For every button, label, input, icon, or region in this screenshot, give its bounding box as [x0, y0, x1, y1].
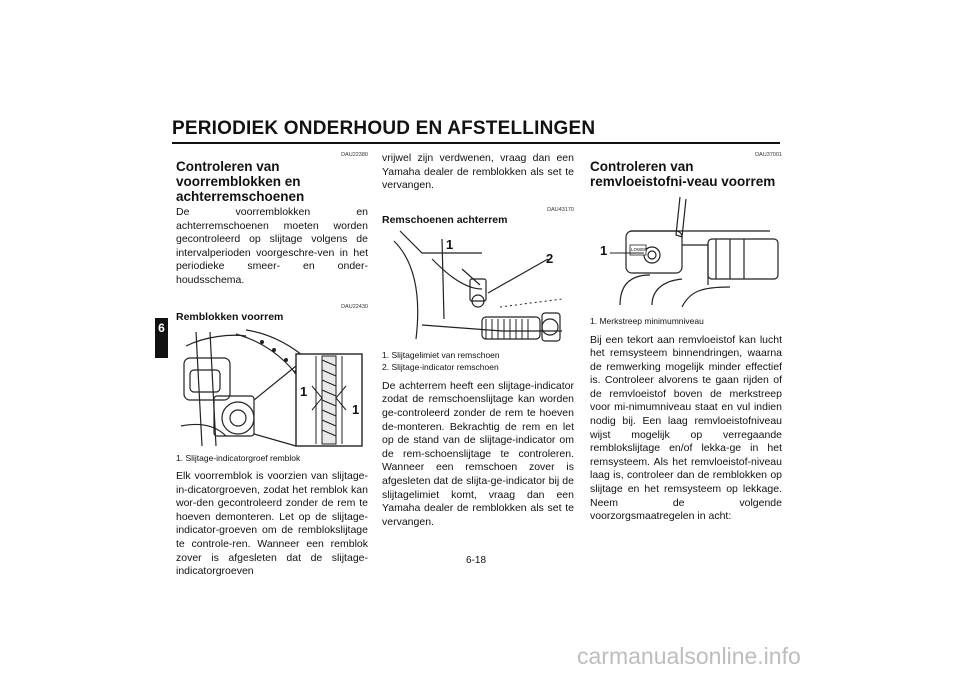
- intro-paragraph: De voorremblokken en achterremschoenen moeten worden gecontroleerd op slijtage volgens de intervalperioden voorgeschre-ven in het periodieke smeer- en onder-houdsschema.: [176, 206, 368, 286]
- section-code: DAU43170: [547, 206, 574, 213]
- figure-caption: 2. Slijtage-indicator remschoen: [382, 362, 499, 373]
- figure-caption: 1. Slijtagelimiet van remschoen: [382, 349, 500, 360]
- subsection-heading: Remschoenen achterrem: [382, 213, 508, 226]
- title-rule: [172, 142, 780, 144]
- figure-label: 1: [300, 383, 308, 399]
- watermark: carmanualsonline.info: [577, 643, 801, 669]
- figure-label: 1: [446, 236, 454, 252]
- figure-brake-fluid-reservoir: [590, 195, 782, 307]
- figure-label: 1: [352, 401, 360, 417]
- body-paragraph: De achterrem heeft een slijtage-indicator zodat de remschoenslijtage kan worden ge-controleerd zonder de rem te hoeven de-monteren. Bekrachtig de rem en let op de stand van de slijtage-indicator om de rem-schoenslijtage te controleren. Wanneer een remschoen zover is afgesleten dat de slijta-ge-indicator bij de slijtagelimiet komt, vraag dan een Yamaha dealer de remblokken als set te vervangen.: [382, 379, 574, 528]
- figure-caption: 1. Slijtage-indicatorgroef remblok: [176, 452, 301, 463]
- body-paragraph: Bij een tekort aan remvloeistof kan lucht het remsysteem binnendringen, waarna de remwerking mogelijk minder effectief is. Controleer alvorens te gaan rijden of de remvloeistof boven de merkstreep voor mi-nimumniveau staat en vul indien nodig bij. Een laag remvloeistofniveau wijst mogelijk op verregaande remblokslijtage en/of lekka-ge in het remsysteem. Als het remvloeistof-niveau laag is, controleer dan de remblokken op slijtage en het remsysteem op lekkage. Neem de volgende voorzorgsmaatregelen in acht:: [590, 333, 782, 523]
- column-3: [590, 152, 782, 524]
- column-1: [176, 152, 368, 579]
- subsection-heading: Remblokken voorrem: [176, 310, 284, 323]
- figure-front-brake-pad: [176, 326, 368, 450]
- continued-paragraph: vrijwel zijn verdwenen, vraag dan een Yamaha dealer de remblokken als set te vervangen.: [382, 152, 574, 192]
- figure-label: LOWER: [631, 247, 648, 252]
- figure-label: 2: [546, 250, 554, 266]
- page-title: PERIODIEK ONDERHOUD EN AFSTELLINGEN: [172, 118, 596, 139]
- section-heading: Controleren van voorremblokken en achterremschoenen: [176, 159, 305, 204]
- section-code: DAU22380: [341, 152, 368, 158]
- figure-label: 1: [600, 243, 608, 258]
- section-code: DAU37001: [755, 152, 782, 158]
- page-number: 6-18: [466, 555, 487, 566]
- chapter-tab: [155, 318, 168, 358]
- column-2: [382, 152, 574, 529]
- body-paragraph: Elk voorremblok is voorzien van slijtage-in-dicatorgroeven, zodat het remblok kan wor-den gecontroleerd zonder de rem te hoeven demonteren. Let op de slijtage-indicator-groeven om de remblokslijtage te controle-ren. Wanneer een remblok zover is afgesleten dat de slijtage-indicatorgroeven: [176, 470, 368, 578]
- chapter-number: 6: [158, 321, 165, 335]
- section-code: DAU22430: [341, 303, 368, 310]
- section-heading: Controleren van remvloeistofni-veau voorrem: [590, 159, 776, 189]
- figure-rear-brake-shoe: [382, 229, 574, 347]
- figure-caption: 1. Merkstreep minimumniveau: [590, 316, 704, 326]
